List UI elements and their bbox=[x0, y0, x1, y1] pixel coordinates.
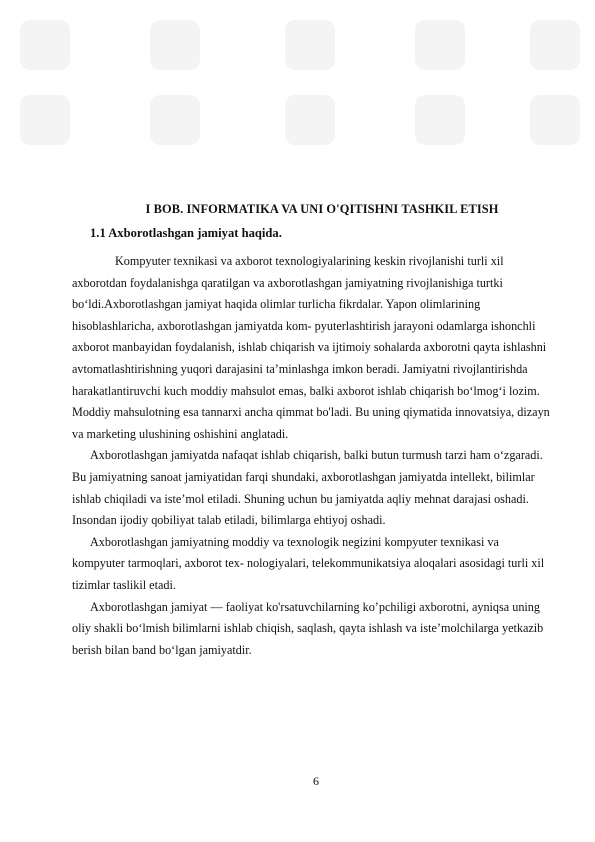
paragraph: Axborotlashgan jamiyatda nafaqat ishlab chiqarish, balki butun turmush tarzi ham o‘zgaradi. Bu jamiyatning sanoat jamiyatidan farqi shundaki, axborotlashgan jamiyatda intellekt, bilimlar ishlab chiqiladi va iste’mol etiladi. Shuning uchun bu jamiyatda aqliy mehnat darajasi oshadi. Insondan ijodiy qobiliyat talab etiladi, bilimlarga ehtiyoj oshadi. bbox=[72, 448, 543, 528]
paragraph: Kompyuter texnikasi va axborot texnologiyalarining keskin rivojlanishi turli xil axborotdan foydalanishga qaratilgan va axborotlashgan jamiyatning rivojlanishiga turtki bo‘ldi.Axborotlashgan jamiyat haqida olimlar turlicha fikrdalar. Yapon olimlarining hisoblashlaricha, axborotlashgan jamiyatda kom- pyuterlashtirish jarayoni odamlarga ishonchli axborot manbayidan foydalanish, ishlab chiqarish va ijtimoiy sohalarda axborotni qayta ishlashni avtomatlashtirishning yuqori darajasini ta’minlashga imkon beradi. Jamiyatni rivojlantirishda harakatlantiruvchi kuch moddiy mahsulot emas, balki axborot ishlab chiqarish bo‘lmog‘i lozim. Moddiy mahsulotning esa tannarxi ancha qimmat bo'ladi. Bu uning qiymatida innovatsiya, dizayn va marketing ulushining oshishini anglatadi. bbox=[72, 254, 550, 441]
watermark-logo bbox=[530, 95, 580, 145]
watermark-logo bbox=[415, 20, 465, 70]
body-text bbox=[72, 251, 552, 661]
watermark-logo bbox=[150, 20, 200, 70]
paragraph: Axborotlashgan jamiyatning moddiy va texnologik negizini kompyuter texnikasi va kompyuter tarmoqlari, axborot tex- nologiyalari, telekommunikatsiya aloqalari asosidagi turli xil tizimlar taslikil etadi. bbox=[72, 534, 545, 592]
chapter-title: I BOB. INFORMATIKA VA UNI O'QITISHNI TASHKIL ETISH bbox=[145, 202, 499, 216]
watermark-logo bbox=[285, 20, 335, 70]
paragraph: Axborotlashgan jamiyat — faoliyat ko'rsatuvchilarning ko’pchiligi axborotni, ayniqsa uning oliy shakli bo‘lmish bilimlarni ishlab chiqish, saqlash, qayta ishlash va iste’molchilarga yetkazib berish bilan band bo‘lgan jamiyatdir. bbox=[72, 599, 544, 657]
watermark-logo bbox=[415, 95, 465, 145]
watermark-logo bbox=[530, 20, 580, 70]
watermark-logo bbox=[150, 95, 200, 145]
page-number: 6 bbox=[313, 774, 319, 788]
watermark-logo bbox=[20, 95, 70, 145]
watermark-logo bbox=[20, 20, 70, 70]
section-title: 1.1 Axborotlashgan jamiyat haqida. bbox=[90, 226, 282, 240]
watermark-logo bbox=[285, 95, 335, 145]
